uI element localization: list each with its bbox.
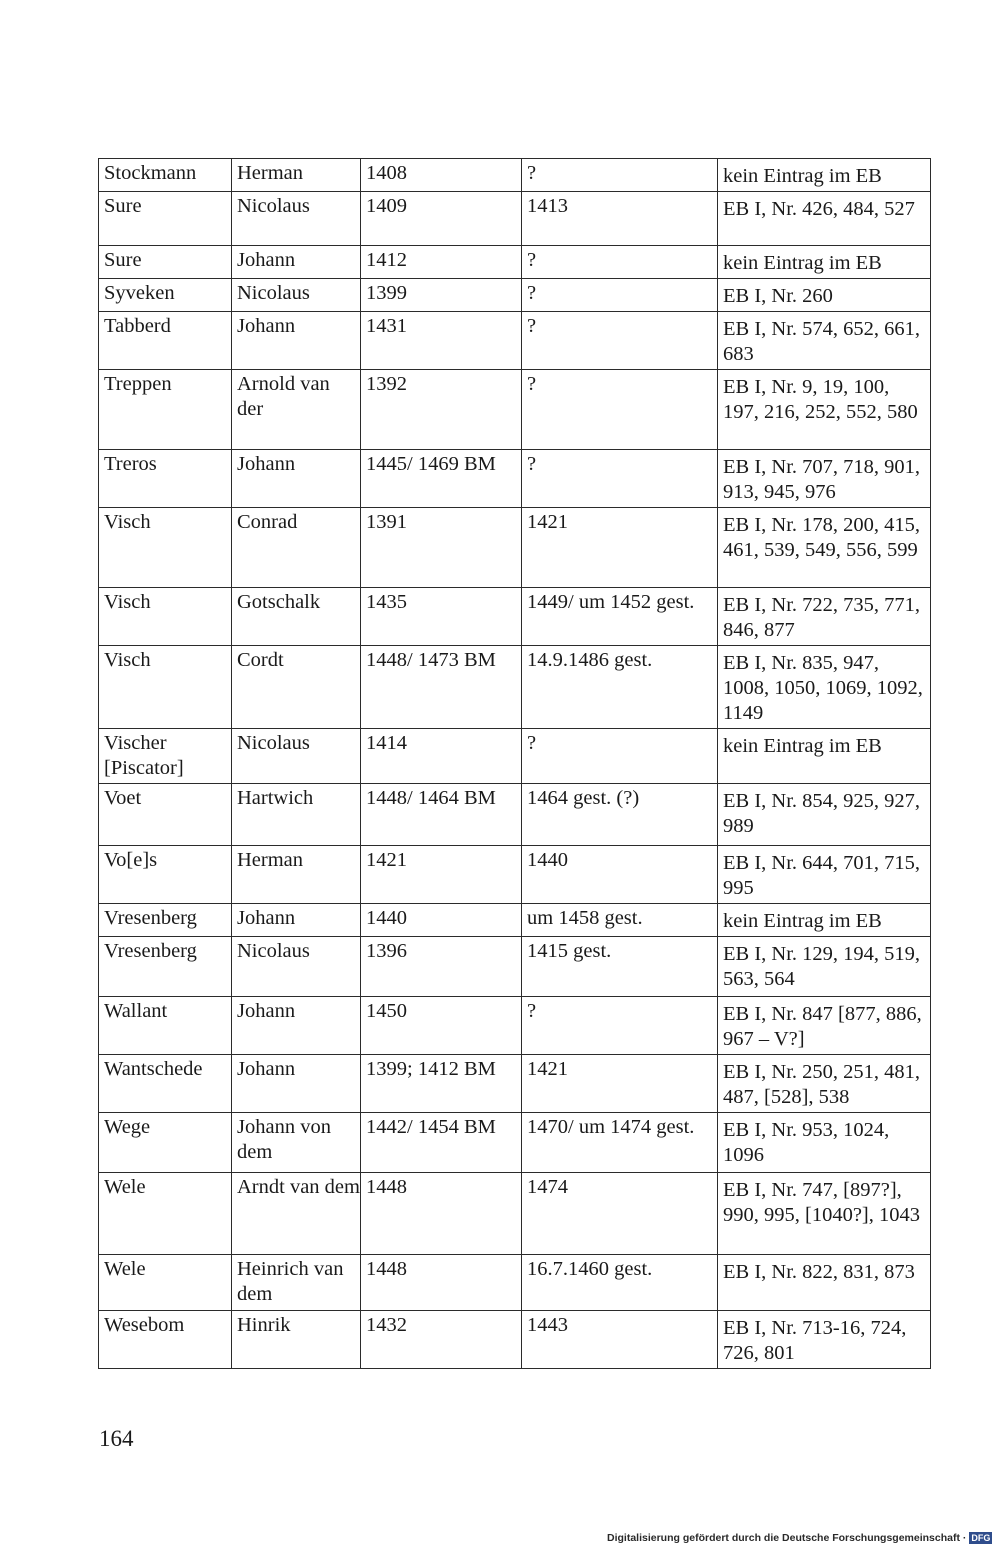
last-year-cell: ? bbox=[522, 370, 718, 450]
reference-cell: EB I, Nr. 835, 947, 1008, 1050, 1069, 1092, 1149 bbox=[718, 646, 931, 729]
reference-cell: kein Eintrag im EB bbox=[718, 904, 931, 937]
reference-cell: EB I, Nr. 644, 701, 715, 995 bbox=[718, 846, 931, 904]
first-year-cell: 1448 bbox=[361, 1255, 522, 1311]
table-row bbox=[99, 246, 931, 279]
table-row bbox=[99, 450, 931, 508]
first-year-cell: 1448/ 1473 BM bbox=[361, 646, 522, 729]
first-year-cell: 1440 bbox=[361, 904, 522, 937]
last-year-cell: 1413 bbox=[522, 192, 718, 246]
table-row bbox=[99, 279, 931, 312]
first-year-cell: 1392 bbox=[361, 370, 522, 450]
first-year-cell: 1421 bbox=[361, 846, 522, 904]
last-year-cell: 1415 gest. bbox=[522, 937, 718, 997]
reference-cell: EB I, Nr. 953, 1024, 1096 bbox=[718, 1113, 931, 1173]
first-year-cell: 1409 bbox=[361, 192, 522, 246]
first-year-cell: 1448/ 1464 BM bbox=[361, 784, 522, 846]
first-year-cell: 1391 bbox=[361, 508, 522, 588]
last-year-cell: 1440 bbox=[522, 846, 718, 904]
reference-cell: kein Eintrag im EB bbox=[718, 159, 931, 192]
table-row bbox=[99, 997, 931, 1055]
first-year-cell: 1432 bbox=[361, 1311, 522, 1369]
table-row bbox=[99, 159, 931, 192]
surname-cell: Vo[e]s bbox=[99, 846, 232, 904]
firstname-cell: Nicolaus bbox=[232, 192, 361, 246]
firstname-cell: Conrad bbox=[232, 508, 361, 588]
firstname-cell: Johann bbox=[232, 450, 361, 508]
surname-cell: Wantschede bbox=[99, 1055, 232, 1113]
table-row bbox=[99, 1311, 931, 1369]
firstname-cell: Herman bbox=[232, 846, 361, 904]
firstname-cell: Johann von dem bbox=[232, 1113, 361, 1173]
firstname-cell: Johann bbox=[232, 997, 361, 1055]
first-year-cell: 1414 bbox=[361, 729, 522, 784]
last-year-cell: 14.9.1486 gest. bbox=[522, 646, 718, 729]
reference-cell: EB I, Nr. 250, 251, 481, 487, [528], 538 bbox=[718, 1055, 931, 1113]
first-year-cell: 1396 bbox=[361, 937, 522, 997]
surname-cell: Wallant bbox=[99, 997, 232, 1055]
firstname-cell: Johann bbox=[232, 312, 361, 370]
page-number: 164 bbox=[99, 1426, 134, 1451]
reference-cell: EB I, Nr. 847 [877, 886, 967 – V?] bbox=[718, 997, 931, 1055]
table-row bbox=[99, 588, 931, 646]
surname-cell: Sure bbox=[99, 246, 232, 279]
first-year-cell: 1445/ 1469 BM bbox=[361, 450, 522, 508]
last-year-cell: 1474 bbox=[522, 1173, 718, 1255]
firstname-cell: Nicolaus bbox=[232, 279, 361, 312]
last-year-cell: ? bbox=[522, 450, 718, 508]
firstname-cell: Arndt van dem bbox=[232, 1173, 361, 1255]
digitization-footer bbox=[607, 1532, 992, 1544]
reference-cell: EB I, Nr. 854, 925, 927, 989 bbox=[718, 784, 931, 846]
surname-cell: Stockmann bbox=[99, 159, 232, 192]
last-year-cell: 1449/ um 1452 gest. bbox=[522, 588, 718, 646]
firstname-cell: Herman bbox=[232, 159, 361, 192]
table-row bbox=[99, 1255, 931, 1311]
table-row bbox=[99, 1173, 931, 1255]
surname-cell: Vresenberg bbox=[99, 904, 232, 937]
first-year-cell: 1399; 1412 BM bbox=[361, 1055, 522, 1113]
last-year-cell: 1470/ um 1474 gest. bbox=[522, 1113, 718, 1173]
surname-cell: Treros bbox=[99, 450, 232, 508]
firstname-cell: Hartwich bbox=[232, 784, 361, 846]
reference-cell: EB I, Nr. 713-16, 724, 726, 801 bbox=[718, 1311, 931, 1369]
first-year-cell: 1448 bbox=[361, 1173, 522, 1255]
firstname-cell: Arnold van der bbox=[232, 370, 361, 450]
records-table bbox=[98, 158, 931, 1369]
firstname-cell: Heinrich van dem bbox=[232, 1255, 361, 1311]
table-row bbox=[99, 1113, 931, 1173]
last-year-cell: ? bbox=[522, 279, 718, 312]
first-year-cell: 1442/ 1454 BM bbox=[361, 1113, 522, 1173]
surname-cell: Sure bbox=[99, 192, 232, 246]
surname-cell: Visch bbox=[99, 646, 232, 729]
last-year-cell: 16.7.1460 gest. bbox=[522, 1255, 718, 1311]
reference-cell: EB I, Nr. 574, 652, 661, 683 bbox=[718, 312, 931, 370]
table-row bbox=[99, 312, 931, 370]
table-row bbox=[99, 646, 931, 729]
reference-cell: kein Eintrag im EB bbox=[718, 729, 931, 784]
last-year-cell: 1421 bbox=[522, 1055, 718, 1113]
surname-cell: Vischer [Piscator] bbox=[99, 729, 232, 784]
last-year-cell: um 1458 gest. bbox=[522, 904, 718, 937]
firstname-cell: Nicolaus bbox=[232, 729, 361, 784]
table-row bbox=[99, 784, 931, 846]
table-row bbox=[99, 508, 931, 588]
table-row bbox=[99, 846, 931, 904]
records-table-body bbox=[99, 159, 931, 1369]
reference-cell: EB I, Nr. 9, 19, 100, 197, 216, 252, 552, 580 bbox=[718, 370, 931, 450]
reference-cell: EB I, Nr. 426, 484, 527 bbox=[718, 192, 931, 246]
firstname-cell: Hinrik bbox=[232, 1311, 361, 1369]
first-year-cell: 1412 bbox=[361, 246, 522, 279]
surname-cell: Tabberd bbox=[99, 312, 232, 370]
footer-text: Digitalisierung gefördert durch die Deutsche Forschungsgemeinschaft · bbox=[607, 1532, 967, 1544]
first-year-cell: 1450 bbox=[361, 997, 522, 1055]
surname-cell: Wele bbox=[99, 1255, 232, 1311]
reference-cell: EB I, Nr. 129, 194, 519, 563, 564 bbox=[718, 937, 931, 997]
table-row bbox=[99, 370, 931, 450]
last-year-cell: ? bbox=[522, 729, 718, 784]
last-year-cell: 1464 gest. (?) bbox=[522, 784, 718, 846]
last-year-cell: 1443 bbox=[522, 1311, 718, 1369]
surname-cell: Vresenberg bbox=[99, 937, 232, 997]
last-year-cell: ? bbox=[522, 997, 718, 1055]
last-year-cell: 1421 bbox=[522, 508, 718, 588]
table-row bbox=[99, 1055, 931, 1113]
surname-cell: Wesebom bbox=[99, 1311, 232, 1369]
surname-cell: Syveken bbox=[99, 279, 232, 312]
reference-cell: EB I, Nr. 178, 200, 415, 461, 539, 549, 556, 599 bbox=[718, 508, 931, 588]
firstname-cell: Johann bbox=[232, 1055, 361, 1113]
firstname-cell: Johann bbox=[232, 246, 361, 279]
last-year-cell: ? bbox=[522, 159, 718, 192]
surname-cell: Treppen bbox=[99, 370, 232, 450]
surname-cell: Visch bbox=[99, 508, 232, 588]
reference-cell: EB I, Nr. 822, 831, 873 bbox=[718, 1255, 931, 1311]
table-row bbox=[99, 904, 931, 937]
surname-cell: Wele bbox=[99, 1173, 232, 1255]
reference-cell: kein Eintrag im EB bbox=[718, 246, 931, 279]
surname-cell: Wege bbox=[99, 1113, 232, 1173]
table-row bbox=[99, 729, 931, 784]
table-row bbox=[99, 937, 931, 997]
firstname-cell: Gotschalk bbox=[232, 588, 361, 646]
reference-cell: EB I, Nr. 707, 718, 901, 913, 945, 976 bbox=[718, 450, 931, 508]
firstname-cell: Johann bbox=[232, 904, 361, 937]
reference-cell: EB I, Nr. 747, [897?], 990, 995, [1040?], 1043 bbox=[718, 1173, 931, 1255]
dfg-logo: DFG bbox=[971, 1533, 991, 1543]
table-row bbox=[99, 192, 931, 246]
first-year-cell: 1435 bbox=[361, 588, 522, 646]
last-year-cell: ? bbox=[522, 312, 718, 370]
surname-cell: Voet bbox=[99, 784, 232, 846]
first-year-cell: 1431 bbox=[361, 312, 522, 370]
firstname-cell: Nicolaus bbox=[232, 937, 361, 997]
first-year-cell: 1399 bbox=[361, 279, 522, 312]
first-year-cell: 1408 bbox=[361, 159, 522, 192]
surname-cell: Visch bbox=[99, 588, 232, 646]
reference-cell: EB I, Nr. 722, 735, 771, 846, 877 bbox=[718, 588, 931, 646]
last-year-cell: ? bbox=[522, 246, 718, 279]
firstname-cell: Cordt bbox=[232, 646, 361, 729]
reference-cell: EB I, Nr. 260 bbox=[718, 279, 931, 312]
records-table-container bbox=[98, 158, 930, 1369]
